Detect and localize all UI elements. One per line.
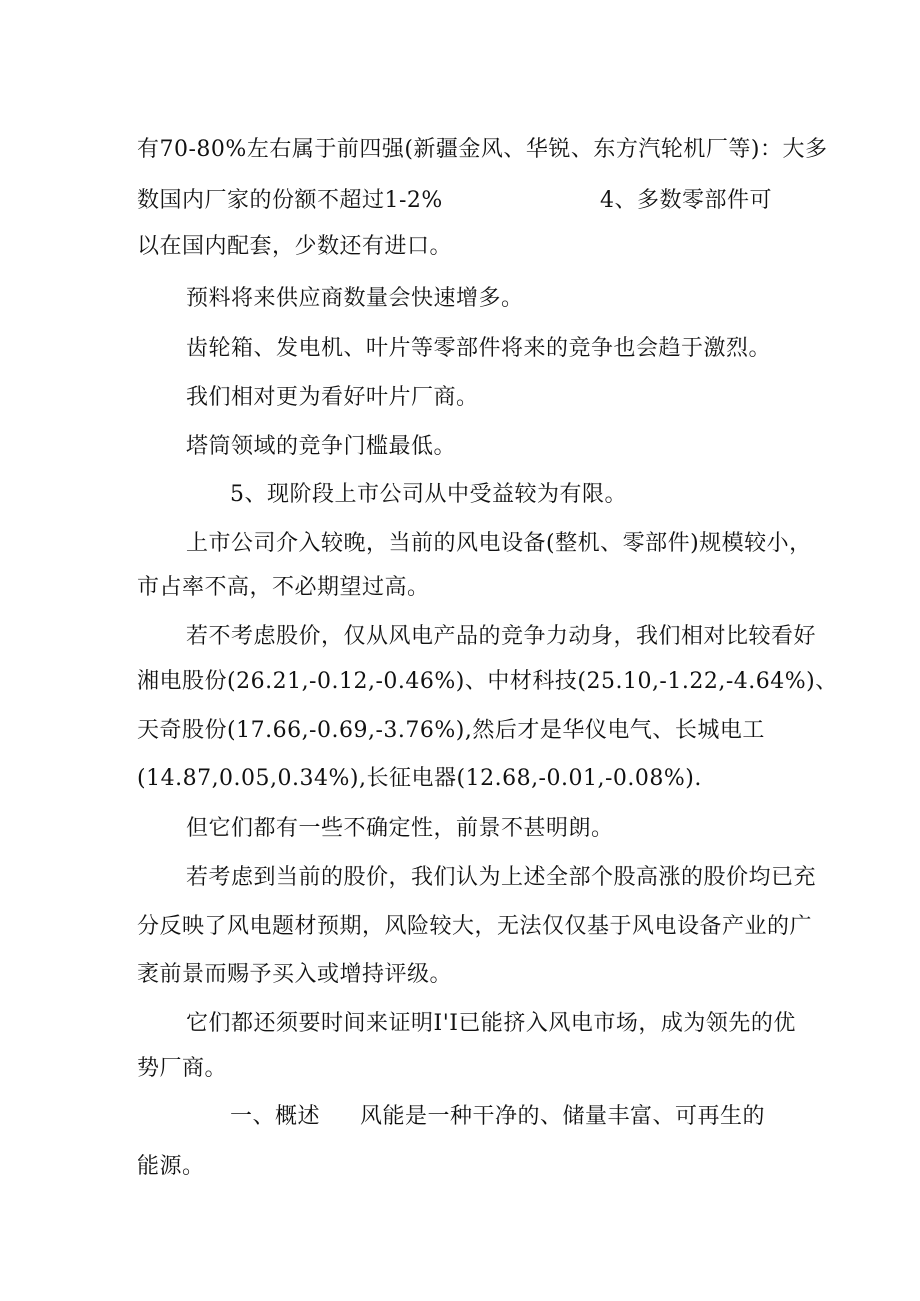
text-line: 袤前景而赐予买入或增持评级。	[137, 962, 453, 987]
text-line: 若不考虑股价，仅从风电产品的竞争力动身，我们相对比较看好	[186, 624, 817, 649]
text-line: 数国内厂家的份额不超过1-2%	[137, 188, 443, 213]
text-line: 预料将来供应商数量会快速增多。	[186, 286, 524, 311]
text-line: 5、现阶段上市公司从中受益较为有限。	[230, 482, 627, 507]
text-line: 我们相对更为看好叶片厂商。	[186, 385, 479, 410]
text-line: 塔筒领域的竞争门槛最低。	[186, 434, 457, 459]
text-line: 上市公司介入较晚，当前的风电设备(整机、零部件)规模较小，	[186, 531, 812, 556]
text-line: 势厂商。	[137, 1056, 228, 1081]
text-line: 齿轮箱、发电机、叶片等零部件将来的竞争也会趋于激烈。	[186, 336, 772, 361]
text-line: 4、多数零部件可	[600, 188, 772, 213]
text-line: (14.87,0.05,0.34%),长征电器(12.68,-0.01,-0.08%).	[137, 766, 702, 791]
text-line: 湘电股份(26.21,-0.12,-0.46%)、中材科技(25.10,-1.22,-4.64%)、	[137, 669, 838, 694]
text-line: 有70-80%左右属于前四强(新疆金风、华锐、东方汽轮机厂等)：大多	[137, 137, 828, 162]
section-heading: 一、概述	[230, 1104, 321, 1129]
text-line: 但它们都有一些不确定性，前景不甚明朗。	[186, 816, 614, 841]
text-line: 它们都还须要时间来证明I'I已能挤入风电市场，成为领先的优	[186, 1011, 796, 1036]
text-line: 风能是一种干净的、储量丰富、可再生的	[360, 1104, 766, 1129]
text-line: 分反映了风电题材预期，风险较大，无法仅仅基于风电设备产业的广	[137, 914, 813, 939]
text-line: 以在国内配套，少数还有进口。	[137, 234, 453, 259]
text-line: 天奇股份(17.66,-0.69,-3.76%),然后才是华仪电气、长城电工	[137, 718, 765, 743]
text-line: 市占率不高，不必期望过高。	[137, 575, 430, 600]
text-line: 能源。	[137, 1154, 205, 1179]
text-line: 若考虑到当前的股价，我们认为上述全部个股高涨的股价均已充	[186, 865, 817, 890]
